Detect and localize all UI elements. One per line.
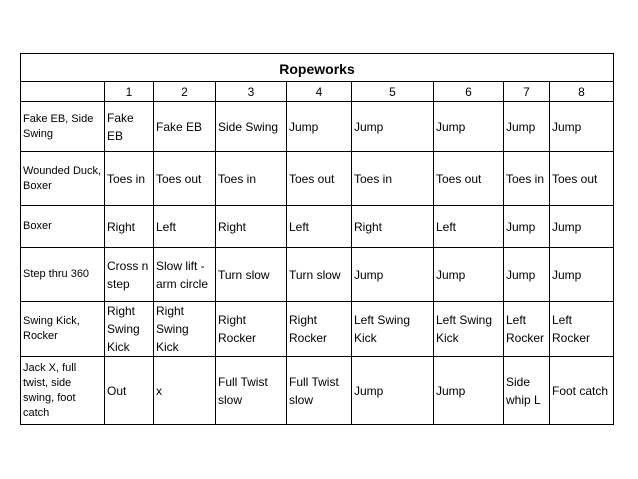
table-cell: Jump [287,102,352,152]
table-cell: Jump [352,102,434,152]
table-cell: Side Swing [216,102,287,152]
table-title: Ropeworks [21,54,614,82]
table-row [21,152,614,206]
table-cell: Jump [504,102,550,152]
column-header-8: 8 [550,82,614,102]
table-cell: Toes out [154,152,216,206]
table-cell: Right [105,206,154,248]
table-cell: Foot catch [550,357,614,425]
table-row [21,206,614,248]
table-cell: Left [434,206,504,248]
row-label: Step thru 360 [21,248,105,302]
table-cell: Left Swing Kick [352,302,434,357]
table-cell: Turn slow [216,248,287,302]
ropeworks-table [20,53,614,425]
column-header-3: 3 [216,82,287,102]
table-row [21,248,614,302]
table-cell: Jump [352,248,434,302]
table-cell: Right Swing Kick [154,302,216,357]
table-cell: Jump [504,206,550,248]
table-row [21,102,614,152]
column-header-1: 1 [105,82,154,102]
row-label: Boxer [21,206,105,248]
table-cell: Fake EB [154,102,216,152]
header-blank-cell [21,82,105,102]
table-cell: Right Rocker [287,302,352,357]
table-cell: Out [105,357,154,425]
row-label: Swing Kick, Rocker [21,302,105,357]
table-cell: Jump [352,357,434,425]
table-cell: Full Twist slow [216,357,287,425]
table-cell: Right Swing Kick [105,302,154,357]
table-cell: Left Swing Kick [434,302,504,357]
table-cell: Jump [550,206,614,248]
table-cell: Toes out [550,152,614,206]
table-cell: Right [216,206,287,248]
table-cell: Jump [550,102,614,152]
table-cell: Full Twist slow [287,357,352,425]
table-cell: Toes in [504,152,550,206]
table-cell: Left Rocker [504,302,550,357]
table-cell: Cross n step [105,248,154,302]
table-cell: Jump [550,248,614,302]
title-row [21,54,614,82]
column-header-5: 5 [352,82,434,102]
column-header-7: 7 [504,82,550,102]
column-header-4: 4 [287,82,352,102]
table-cell: Turn slow [287,248,352,302]
table-cell: Left [287,206,352,248]
table-row [21,302,614,357]
table-cell: Toes out [287,152,352,206]
table-cell: Right Rocker [216,302,287,357]
table-cell: Jump [434,248,504,302]
table-row [21,357,614,425]
table-cell: Right [352,206,434,248]
table-cell: x [154,357,216,425]
row-label: Jack X, full twist, side swing, foot catch [21,357,105,425]
table-cell: Left Rocker [550,302,614,357]
column-header-6: 6 [434,82,504,102]
table-cell: Toes in [216,152,287,206]
table-cell: Jump [434,357,504,425]
table-cell: Jump [434,102,504,152]
row-label: Wounded Duck, Boxer [21,152,105,206]
row-label: Fake EB, Side Swing [21,102,105,152]
table-cell: Toes out [434,152,504,206]
table-cell: Left [154,206,216,248]
table-cell: Toes in [105,152,154,206]
table-cell: Fake EB [105,102,154,152]
header-row [21,82,614,102]
table-cell: Slow lift - arm circle [154,248,216,302]
table-cell: Jump [504,248,550,302]
column-header-2: 2 [154,82,216,102]
table-cell: Toes in [352,152,434,206]
table-cell: Side whip L [504,357,550,425]
